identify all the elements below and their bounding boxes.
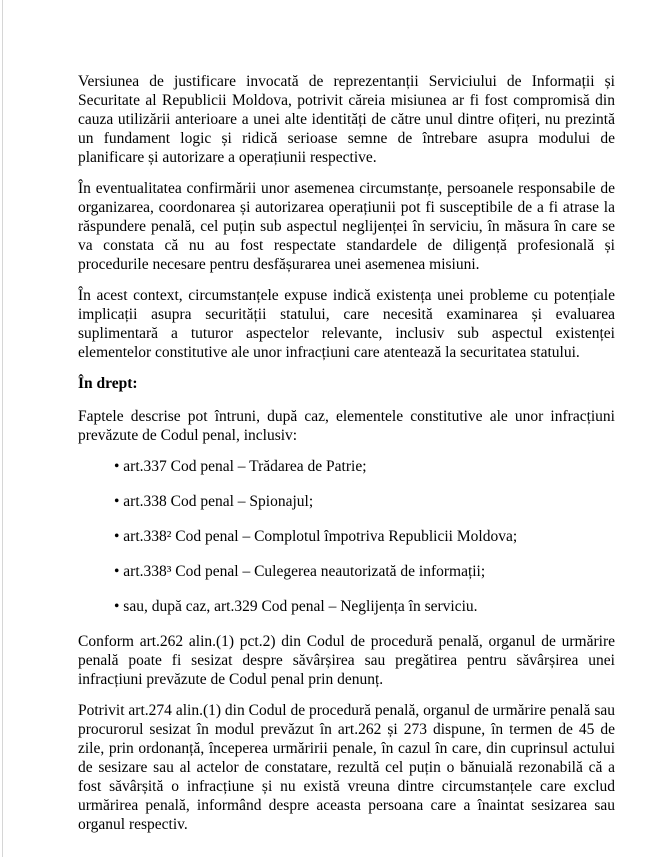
bullet-art-329: • sau, după caz, art.329 Cod penal – Neglijența în serviciu.	[114, 598, 478, 615]
bullet-art-338-2: • art.338² Cod penal – Complotul împotriva Republicii Moldova;	[114, 528, 518, 545]
page-edge-line	[2, 0, 3, 857]
paragraph-liability: În eventualitatea confirmării unor asemenea circumstanțe, persoanele responsabile de organizarea, coordonarea și autorizarea operațiunii pot fi susceptibile de a fi atrase la răspundere penală, cel puțin sub aspectul neglijenței în serviciu, în măsura în care se va constata că nu au fost respectate standardele de diligență profesională și procedurile necesare pentru desfășurarea unei asemenea misiuni.	[78, 180, 615, 273]
paragraph-art-274: Potrivit art.274 alin.(1) din Codul de procedură penală, organul de urmărire penală sau procurorul sesizat în modul prevăzut în art.262 și 273 dispune, în termen de 45 de zile, prin ordonanță, începerea urmăririi penale, în cazul în care, din cuprinsul actului de sesizare sau al actelor de constatare, rezultă cel puțin o bănuială rezonabilă că a fost săvârșită o infracțiune și nu există vreuna dintre circumstanțele care exclud urmărirea penală, informând despre aceasta persoana care a înaintat sesizarea sau organul respectiv.	[78, 702, 615, 833]
section-heading-in-drept: În drept:	[78, 375, 138, 392]
paragraph-state-security: În acest context, circumstanțele expuse indică existența unei probleme cu potențiale implicații asupra securității statului, care necesită examinarea și evaluarea suplimentară a tuturor aspectelor relevante, inclusiv sub aspectul existenței elementelor constitutive ale unor infracțiuni care atentează la securitatea statului.	[78, 287, 615, 361]
document-content	[78, 72, 615, 846]
paragraph-offenses-intro: Faptele descrise pot întruni, după caz, elementele constitutive ale unor infracțiuni prevăzute de Codul penal, inclusiv:	[78, 408, 615, 444]
paragraph-justification-version: Versiunea de justificare invocată de reprezentanții Serviciului de Informații și Securitate al Republicii Moldova, potrivit căreia misiunea ar fi fost compromisă din cauza utilizării anterioare a unei alte identități de către unul dintre ofițeri, nu prezintă un fundament logic și ridică serioase semne de întrebare asupra modului de planificare și autorizare a operațiunii respective.	[78, 73, 615, 166]
bullet-art-338-3: • art.338³ Cod penal – Culegerea neautorizată de informații;	[114, 563, 486, 580]
paragraph-art-262: Conform art.262 alin.(1) pct.2) din Codul de procedură penală, organul de urmărire penală poate fi sesizat despre săvârșirea sau pregătirea pentru săvârșirea unei infracțiuni prevăzute de Codul penal prin denunț.	[78, 633, 615, 688]
bullet-art-338: • art.338 Cod penal – Spionajul;	[114, 493, 314, 510]
bullet-art-337: • art.337 Cod penal – Trădarea de Patrie;	[114, 458, 367, 475]
